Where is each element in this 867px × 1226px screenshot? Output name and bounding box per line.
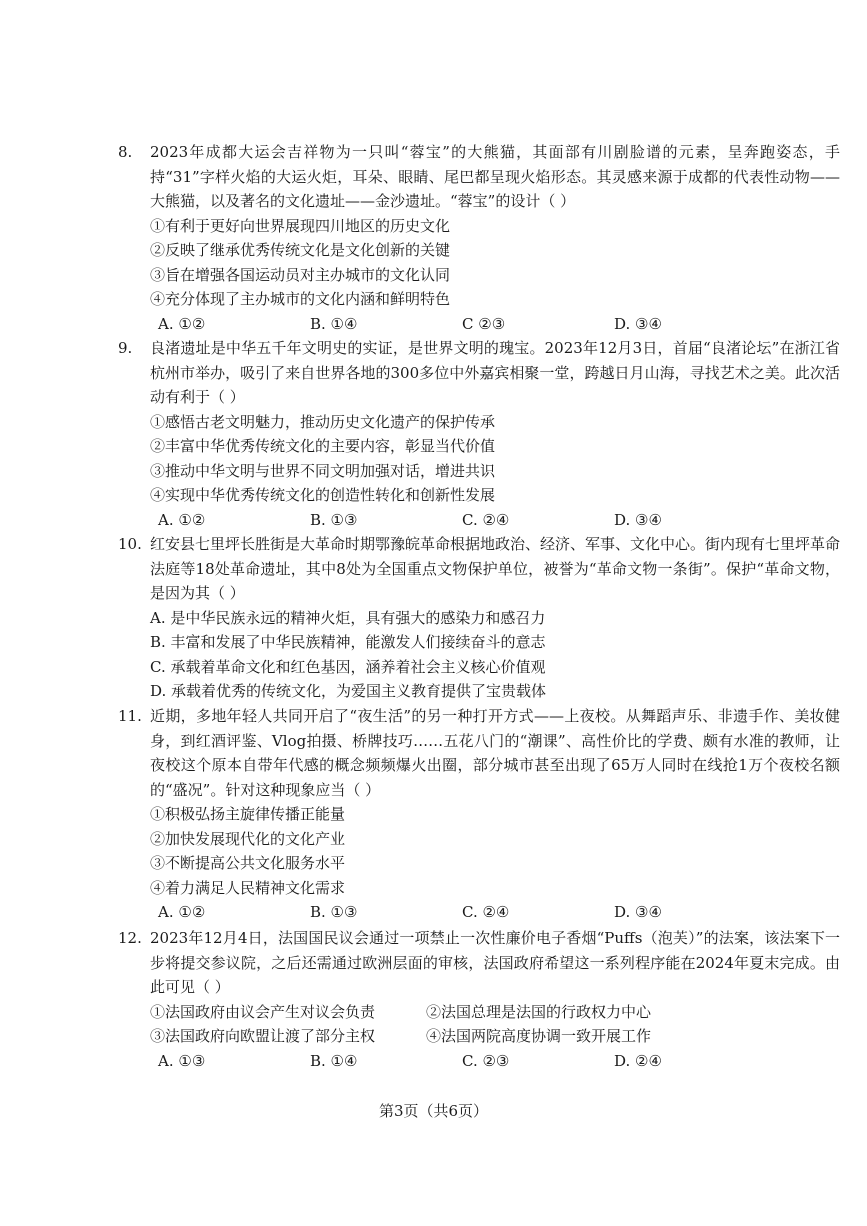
choice-d: D. ③④: [614, 510, 662, 529]
choice-a: A. ①②: [158, 314, 206, 333]
answer-choices: [158, 312, 840, 337]
answer-choices: [158, 900, 840, 925]
question-8: [118, 140, 840, 336]
choice-b: B. 丰富和发展了中华民族精神，能激发人们接续奋斗的意志: [150, 633, 546, 651]
choice-c: C. ②④: [462, 510, 510, 529]
statement-option: ③法国政府向欧盟让渡了部分主权: [150, 1027, 376, 1045]
question-number: 10.: [118, 535, 142, 553]
choice-b: B. ①④: [310, 1051, 358, 1070]
question-9: [118, 336, 840, 532]
statement-option: ①积极弘扬主旋律传播正能量: [150, 805, 346, 823]
choice-c: C. ②④: [462, 903, 510, 921]
question-stem: 近期，多地年轻人共同开启了“夜生活”的另一种打开方式——上夜校。从舞蹈声乐、非遗手作、美妆健身，到红酒评鉴、Vlog拍摄、桥牌技巧……五花八门的“潮课”、高性价比的学费、颇有水准的教师，让夜校这个原本自带年代感的概念频频爆火出圈，部分城市甚至出现了65万人同时在线抢1万个夜校名额的“盛况”。针对这种现象应当（ ）: [150, 707, 840, 799]
choice-a: A. 是中华民族永远的精神火炬，具有强大的感染力和感召力: [150, 608, 546, 627]
page-number: 第3页（共6页）: [378, 1102, 489, 1120]
statement-row: [150, 1024, 840, 1049]
statement-option: ④实现中华优秀传统文化的创造性转化和创新性发展: [150, 486, 496, 504]
choice-a: A. ①②: [158, 903, 206, 921]
statement-option: ①有利于更好向世界展现四川地区的历史文化: [150, 216, 451, 235]
question-number: 8.: [118, 143, 133, 161]
choice-a: A. ①③: [158, 1051, 206, 1070]
choice-d: D. ③④: [614, 903, 662, 921]
choice-d: D. ③④: [614, 314, 662, 333]
choice-c: C. 承载着革命文化和红色基因，涵养着社会主义核心价值观: [150, 657, 546, 676]
question-number: 12.: [118, 929, 142, 947]
choice-a: A. ①②: [158, 510, 206, 529]
statement-option: ②反映了继承优秀传统文化是文化创新的关键: [150, 241, 451, 259]
statement-row: [150, 1000, 840, 1025]
choice-b: B. ①③: [310, 903, 358, 921]
question-11: [118, 704, 840, 925]
choice-d: D. 承载着优秀的传统文化，为爱国主义教育提供了宝贵载体: [150, 682, 547, 700]
question-stem: 红安县七里坪长胜街是大革命时期鄂豫皖革命根据地政治、经济、军事、文化中心。街内现有七里坪革命法庭等18处革命遗址，其中8处为全国重点文物保护单位，被誉为“革命文物一条街”。保护“革命文物，是因为其（ ）: [150, 535, 841, 602]
answer-choices: [158, 1049, 840, 1074]
choice-d: D. ②④: [614, 1051, 662, 1070]
question-number: 11.: [118, 707, 142, 725]
statement-option: ②丰富中华优秀传统文化的主要内容，彰显当代价值: [150, 437, 496, 455]
statement-option: ②法国总理是法国的行政权力中心: [426, 1002, 652, 1021]
statement-option: ③推动中华文明与世界不同文明加强对话，增进共识: [150, 461, 496, 480]
question-stem: 2023年成都大运会吉祥物为一只叫“蓉宝”的大熊猫，其面部有川剧脸谱的元素，呈奔跑姿态，手持“31”字样火焰的大运火炬，耳朵、眼睛、尾巴都呈现火焰形态。其灵感来源于成都的代表性动物——大熊猫，以及著名的文化遗址——金沙遗址。“蓉宝”的设计（ ）: [150, 143, 840, 210]
statement-option: ③不断提高公共文化服务水平: [150, 854, 346, 872]
statement-option: ①感悟古老文明魅力，推动历史文化遗产的保护传承: [150, 412, 496, 431]
question-number: 9.: [118, 339, 133, 357]
statement-option: ④着力满足人民精神文化需求: [150, 878, 346, 897]
statement-option: ②加快发展现代化的文化产业: [150, 829, 346, 848]
choice-c: C. ②③: [462, 1051, 510, 1070]
question-stem: 良渚遗址是中华五千年文明史的实证，是世界文明的瑰宝。2023年12月3日，首届“良渚论坛”在浙江省杭州市举办，吸引了来自世界各地的300多位中外嘉宾相聚一堂，跨越日月山海，寻找艺术之美。此次活动有利于（ ）: [150, 339, 840, 406]
answer-choices: [158, 508, 840, 533]
question-12: [118, 926, 840, 1073]
choice-b: B. ①③: [310, 510, 358, 529]
statement-option: ④充分体现了主办城市的文化内涵和鲜明特色: [150, 290, 451, 308]
question-stem: 2023年12月4日，法国国民议会通过一项禁止一次性廉价电子香烟“Puffs（泡芙）”的法案，该法案下一步将提交参议院，之后还需通过欧洲层面的审核，法国政府希望这一系列程序能在2024年夏末完成。由此可见（ ）: [150, 929, 840, 996]
question-10: [118, 532, 840, 704]
statement-option: ①法国政府由议会产生对议会负责: [150, 1002, 376, 1021]
statement-option: ④法国两院高度协调一致开展工作: [426, 1027, 652, 1045]
choice-c: C ②③: [462, 314, 506, 333]
statement-option: ③旨在增强各国运动员对主办城市的文化认同: [150, 265, 451, 284]
choice-b: B. ①④: [310, 314, 358, 333]
